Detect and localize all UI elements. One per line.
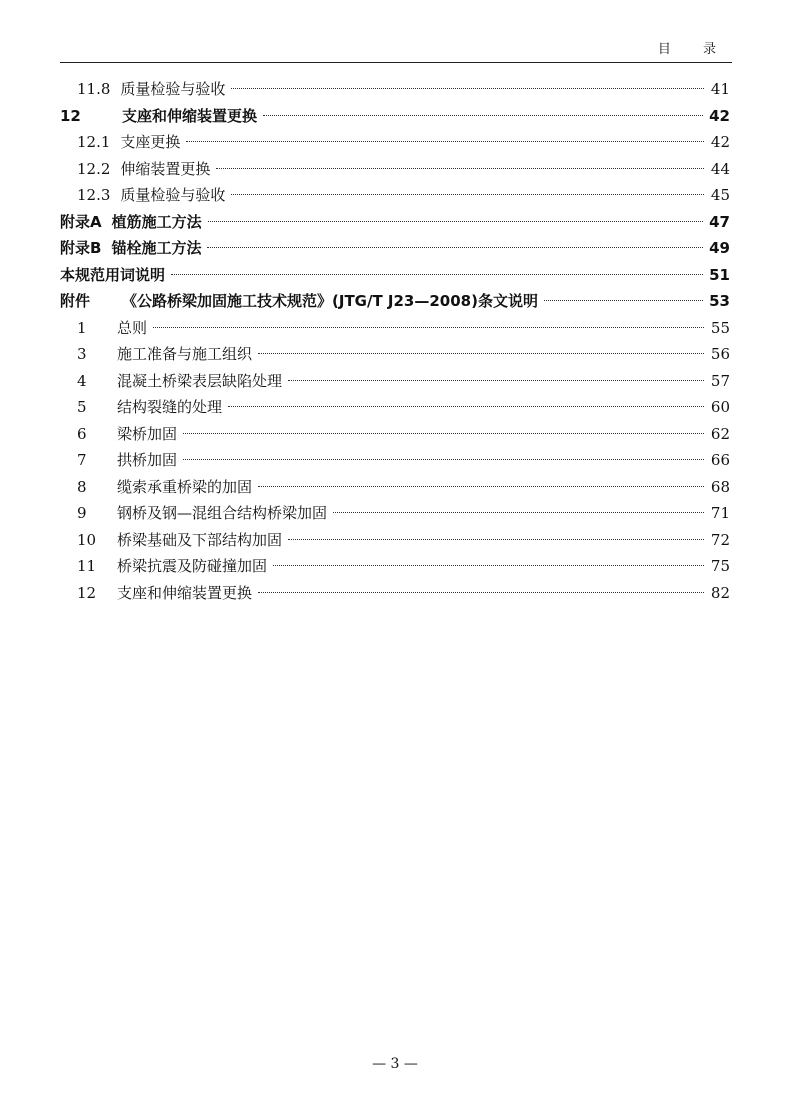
toc-entry-number: 7 (77, 451, 87, 469)
toc-entry-title: 桥梁抗震及防碰撞加固 (117, 557, 268, 575)
toc-entry-number: 12.3 (77, 186, 111, 204)
toc-entry-number: 11.8 (77, 80, 111, 98)
toc-entry-number: 12.2 (77, 159, 111, 178)
toc-entry-page: 62 (710, 424, 730, 443)
toc-entry[interactable] (60, 421, 730, 448)
dot-leader (273, 565, 704, 566)
toc-entry-number: 附件 (60, 292, 91, 310)
toc-entry-page: 82 (710, 583, 730, 602)
dot-leader (183, 459, 704, 460)
toc-entry-page: 53 (709, 292, 730, 310)
toc-entry-number: 8 (77, 477, 87, 496)
toc-entry-page: 75 (710, 557, 730, 575)
dot-leader (208, 221, 704, 222)
toc-entry-page: 56 (710, 345, 730, 363)
toc-entry[interactable] (60, 474, 730, 501)
toc-entry-title: 钢桥及钢—混组合结构桥梁加固 (117, 504, 328, 522)
dot-leader (258, 592, 704, 593)
toc-entry[interactable] (60, 553, 730, 580)
toc-entry[interactable] (60, 288, 730, 315)
toc-entry-number: 附录B (60, 239, 102, 257)
toc-entry-title: 支座和伸缩装置更换 (122, 106, 258, 125)
toc-entry-page: 60 (710, 398, 730, 416)
toc-entry-number: 11 (77, 557, 97, 575)
toc-entry[interactable] (60, 129, 730, 156)
dot-leader (153, 327, 704, 328)
toc-entry[interactable] (60, 182, 730, 209)
toc-entry-page: 57 (710, 371, 730, 390)
toc-entry-number: 12.1 (77, 133, 111, 151)
toc-entry-title: 植筋施工方法 (111, 212, 202, 231)
toc-entry-title: 支座更换 (120, 133, 181, 151)
toc-entry[interactable] (60, 103, 730, 130)
toc-entry-page: 51 (709, 265, 730, 284)
toc-entry-title: 《公路桥梁加固施工技术规范》(JTG/T J23—2008)条文说明 (122, 292, 538, 310)
dot-leader (263, 115, 703, 116)
toc-entry-number: 9 (77, 504, 87, 522)
toc-entry-title: 结构裂缝的处理 (117, 398, 223, 416)
toc-entry-page: 42 (709, 106, 730, 125)
toc-entry-title: 质量检验与验收 (120, 186, 226, 204)
toc-entry-page: 47 (709, 212, 730, 231)
dot-leader (171, 274, 703, 275)
toc-entry[interactable] (60, 315, 730, 342)
toc-entry-title: 施工准备与施工组织 (117, 345, 253, 363)
toc-entry-page: 66 (710, 451, 730, 469)
dot-leader (288, 380, 704, 381)
dot-leader (258, 353, 704, 354)
toc-entry-page: 68 (710, 477, 730, 496)
toc-entry-number: 附录A (60, 212, 102, 231)
toc-entry-title: 质量检验与验收 (120, 80, 226, 98)
dot-leader (186, 141, 704, 142)
toc-entry-title: 总则 (117, 318, 148, 337)
toc-entry-number: 1 (77, 318, 87, 337)
toc-entry[interactable] (60, 580, 730, 607)
toc-entry-title: 拱桥加固 (117, 451, 178, 469)
toc-entry[interactable] (60, 341, 730, 368)
dot-leader (544, 300, 703, 301)
toc-entry-title: 缆索承重桥梁的加固 (117, 477, 253, 496)
toc-entry-page: 49 (709, 239, 730, 257)
table-of-contents (60, 76, 730, 606)
header-rule (60, 62, 732, 63)
toc-entry-number: 4 (77, 371, 87, 390)
toc-entry-page: 45 (710, 186, 730, 204)
toc-entry-title: 伸缩装置更换 (120, 159, 211, 178)
toc-entry[interactable] (60, 262, 730, 289)
toc-entry-title: 梁桥加固 (117, 424, 178, 443)
toc-entry-number: 10 (77, 530, 97, 549)
toc-entry-number: 12 (60, 106, 81, 125)
dot-leader (231, 88, 704, 89)
dot-leader (231, 194, 704, 195)
toc-entry-page: 71 (710, 504, 730, 522)
toc-entry-title: 本规范用词说明 (60, 265, 166, 284)
toc-entry[interactable] (60, 156, 730, 183)
toc-entry[interactable] (60, 447, 730, 474)
toc-entry-number: 6 (77, 424, 87, 443)
toc-entry[interactable] (60, 235, 730, 262)
toc-entry-title: 支座和伸缩装置更换 (117, 583, 253, 602)
dot-leader (288, 539, 704, 540)
toc-entry-number: 5 (77, 398, 87, 416)
toc-entry-page: 55 (710, 318, 730, 337)
toc-entry-number: 3 (77, 345, 87, 363)
dot-leader (333, 512, 704, 513)
toc-entry-page: 44 (710, 159, 730, 178)
toc-entry-number: 12 (77, 583, 97, 602)
running-header: 目 录 (657, 42, 730, 57)
dot-leader (207, 247, 703, 248)
toc-entry-page: 41 (710, 80, 730, 98)
toc-entry-title: 锚栓施工方法 (111, 239, 202, 257)
dot-leader (216, 168, 704, 169)
toc-entry-page: 72 (710, 530, 730, 549)
dot-leader (183, 433, 704, 434)
toc-entry-title: 混凝土桥梁表层缺陷处理 (117, 371, 283, 390)
toc-entry-title: 桥梁基础及下部结构加固 (117, 530, 283, 549)
toc-entry[interactable] (60, 368, 730, 395)
toc-entry[interactable] (60, 209, 730, 236)
dot-leader (258, 486, 704, 487)
toc-entry-page: 42 (710, 133, 730, 151)
toc-entry[interactable] (60, 500, 730, 527)
page-number: — 3 — (372, 1056, 418, 1072)
toc-entry[interactable] (60, 394, 730, 421)
toc-entry[interactable] (60, 76, 730, 103)
toc-entry[interactable] (60, 527, 730, 554)
dot-leader (228, 406, 704, 407)
